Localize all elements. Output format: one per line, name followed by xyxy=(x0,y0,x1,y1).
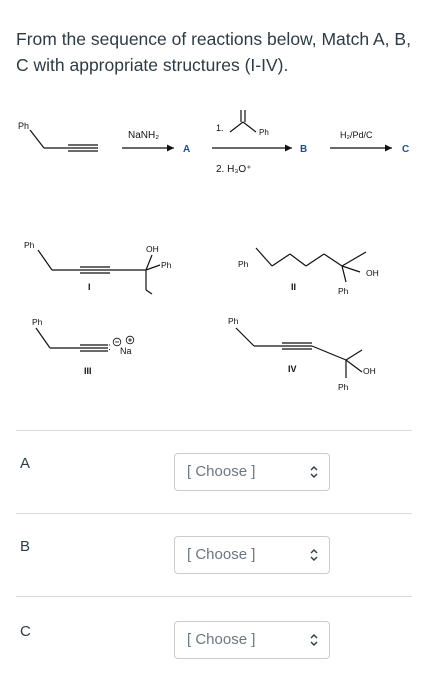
struct-IV-ph2: Ph xyxy=(338,382,349,392)
minus-charge-icon xyxy=(113,338,121,346)
numeral-III: III xyxy=(84,366,92,376)
numeral-II: II xyxy=(291,282,297,292)
step1-reagent: NaNH₂ xyxy=(128,130,160,141)
product-B-label: B xyxy=(300,144,308,155)
step2-reagent-2: 2. H₃O⁺ xyxy=(216,164,252,175)
answer-label-C: C xyxy=(20,623,31,640)
struct-II-ph: Ph xyxy=(238,259,249,269)
step2-reagent-1: 1. xyxy=(216,123,224,133)
start-ph-label: Ph xyxy=(18,121,30,131)
structure-IV xyxy=(236,328,362,378)
select-A-value: [ Choose ] xyxy=(187,463,256,480)
select-C[interactable] xyxy=(174,621,330,659)
structure-II xyxy=(256,248,366,282)
answer-row-C xyxy=(16,596,412,679)
struct-IV-oh: OH xyxy=(363,366,376,376)
plus-charge-icon xyxy=(126,336,134,344)
select-B[interactable] xyxy=(174,536,330,574)
updown-chevron-icon xyxy=(309,546,319,564)
ketone-reagent xyxy=(230,110,256,132)
answer-row-B xyxy=(16,513,412,596)
updown-chevron-icon xyxy=(309,463,319,481)
answer-row-A xyxy=(16,430,412,513)
answer-label-A: A xyxy=(20,455,31,472)
select-A[interactable] xyxy=(174,453,330,491)
question-text: From the sequence of reactions below, Match A, B, C with appropriate structures (I-IV). xyxy=(16,29,411,75)
product-C-label: C xyxy=(402,144,410,155)
answer-label-B: B xyxy=(20,538,31,555)
select-C-value: [ Choose ] xyxy=(187,631,256,648)
struct-III-ph: Ph xyxy=(32,317,43,327)
struct-II-ph2: Ph xyxy=(338,286,349,296)
step2-reagent-ph: Ph xyxy=(259,128,269,137)
struct-I-oh: OH xyxy=(146,244,159,254)
struct-II-oh: OH xyxy=(366,268,379,278)
struct-III-colon: : xyxy=(108,342,111,353)
struct-I-ph2: Ph xyxy=(161,260,172,270)
product-A-label: A xyxy=(183,144,191,155)
step3-reagent: H₂/Pd/C xyxy=(340,130,373,140)
structure-I xyxy=(38,250,160,294)
select-B-value: [ Choose ] xyxy=(187,546,256,563)
reaction-scheme xyxy=(0,110,440,430)
updown-chevron-icon xyxy=(309,631,319,649)
struct-IV-ph: Ph xyxy=(228,316,239,326)
structure-III xyxy=(36,328,108,351)
struct-III-na: Na xyxy=(120,346,132,356)
numeral-IV: IV xyxy=(288,364,297,374)
starting-alkyne xyxy=(30,130,98,151)
numeral-I: I xyxy=(88,282,91,292)
struct-I-ph: Ph xyxy=(24,240,35,250)
